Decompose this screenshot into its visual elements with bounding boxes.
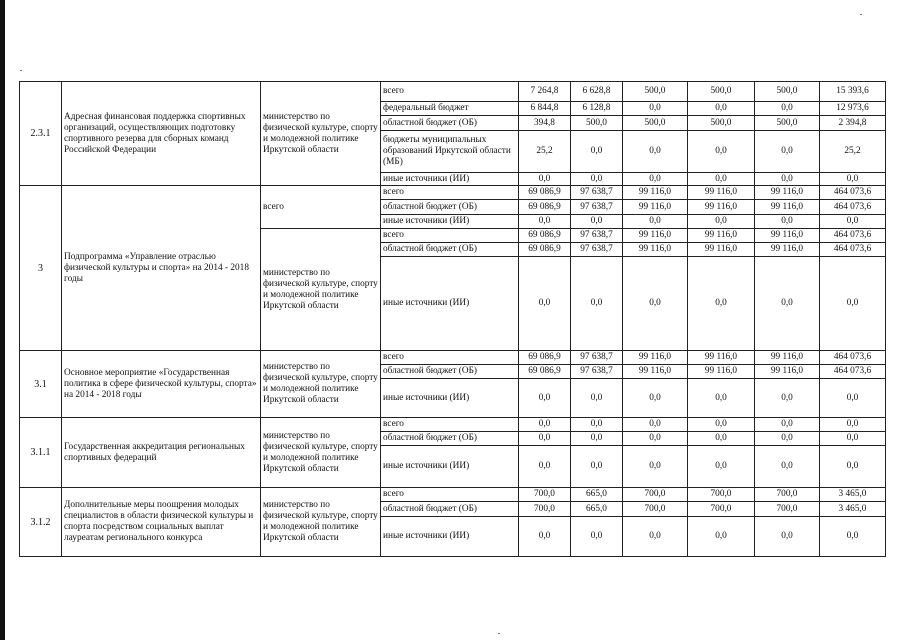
value-cell: 0,0 (820, 257, 886, 351)
value-cell: 0,0 (820, 517, 886, 557)
value-cell: 700,0 (688, 502, 755, 517)
value-cell: 97 638,7 (571, 351, 623, 365)
row-number: 3.1.2 (20, 488, 62, 557)
value-cell: 0,0 (623, 446, 688, 488)
funding-source: областной бюджет (ОБ) (381, 365, 519, 379)
value-cell: 0,0 (519, 215, 571, 229)
value-cell: 99 116,0 (623, 186, 688, 200)
value-cell: 0,0 (623, 418, 688, 432)
value-cell: 99 116,0 (755, 200, 820, 215)
value-cell: 0,0 (688, 131, 755, 173)
value-cell: 0,0 (623, 102, 688, 116)
value-cell: 0,0 (623, 257, 688, 351)
table-row (20, 82, 886, 102)
value-cell: 99 116,0 (688, 186, 755, 200)
value-cell: 99 116,0 (755, 243, 820, 257)
value-cell: 0,0 (688, 257, 755, 351)
value-cell: 0,0 (519, 418, 571, 432)
funding-source: областной бюджет (ОБ) (381, 502, 519, 517)
value-cell: 0,0 (820, 432, 886, 446)
value-cell: 464 073,6 (820, 243, 886, 257)
activity-name: Основное мероприятие «Государственная политика в сфере физической культуры, спорта» на 2014 - 2018 годы (62, 351, 261, 418)
value-cell: 0,0 (820, 173, 886, 186)
value-cell: 0,0 (688, 215, 755, 229)
funding-source: всего (381, 418, 519, 432)
value-cell: 0,0 (820, 418, 886, 432)
executor: министерство по физической культуре, спорту и молодежной политике Иркутской области (261, 418, 381, 488)
value-cell: 0,0 (519, 257, 571, 351)
value-cell: 99 116,0 (755, 229, 820, 243)
funding-source: иные источники (ИИ) (381, 379, 519, 418)
value-cell: 0,0 (755, 215, 820, 229)
value-cell: 500,0 (755, 82, 820, 102)
value-cell: 99 116,0 (688, 200, 755, 215)
value-cell: 464 073,6 (820, 200, 886, 215)
value-cell: 700,0 (623, 502, 688, 517)
value-cell: 700,0 (755, 488, 820, 502)
table-row (20, 186, 886, 200)
value-cell: 99 116,0 (755, 186, 820, 200)
value-cell: 500,0 (623, 82, 688, 102)
value-cell: 665,0 (571, 502, 623, 517)
executor: министерство по физической культуре, спорту и молодежной политике Иркутской области (261, 229, 381, 351)
funding-source: всего (381, 186, 519, 200)
funding-source: областной бюджет (ОБ) (381, 200, 519, 215)
executor-total: всего (261, 186, 381, 229)
value-cell: 464 073,6 (820, 365, 886, 379)
value-cell: 0,0 (623, 131, 688, 173)
value-cell: 0,0 (688, 517, 755, 557)
value-cell: 2 394,8 (820, 116, 886, 131)
value-cell: 500,0 (688, 116, 755, 131)
value-cell: 0,0 (519, 432, 571, 446)
scan-speck (860, 14, 862, 15)
funding-source: иные источники (ИИ) (381, 257, 519, 351)
value-cell: 97 638,7 (571, 229, 623, 243)
value-cell: 665,0 (571, 488, 623, 502)
value-cell: 0,0 (571, 257, 623, 351)
value-cell: 99 116,0 (688, 351, 755, 365)
value-cell: 99 116,0 (623, 200, 688, 215)
funding-source: всего (381, 82, 519, 102)
value-cell: 700,0 (688, 488, 755, 502)
table-row (20, 418, 886, 432)
value-cell: 0,0 (623, 215, 688, 229)
executor: министерство по физической культуре, спорту и молодежной политике Иркутской области (261, 488, 381, 557)
value-cell: 464 073,6 (820, 351, 886, 365)
value-cell: 0,0 (571, 131, 623, 173)
executor: министерство по физической культуре, спорту и молодежной политике Иркутской области (261, 351, 381, 418)
scan-speck (20, 70, 22, 71)
scan-border-bar (0, 0, 5, 640)
value-cell: 0,0 (755, 446, 820, 488)
value-cell: 0,0 (519, 517, 571, 557)
value-cell: 0,0 (571, 517, 623, 557)
value-cell: 12 973,6 (820, 102, 886, 116)
value-cell: 7 264,8 (519, 82, 571, 102)
value-cell: 6 128,8 (571, 102, 623, 116)
value-cell: 500,0 (623, 116, 688, 131)
value-cell: 69 086,9 (519, 200, 571, 215)
value-cell: 0,0 (571, 418, 623, 432)
budget-table (19, 81, 886, 557)
activity-name: Адресная финансовая поддержка спортивных организаций, осуществляющих подготовку спортивного резерва для сборных команд Российской Федерации (62, 82, 261, 186)
value-cell: 0,0 (519, 379, 571, 418)
value-cell: 0,0 (688, 102, 755, 116)
value-cell: 500,0 (755, 116, 820, 131)
funding-source: иные источники (ИИ) (381, 517, 519, 557)
value-cell: 97 638,7 (571, 186, 623, 200)
row-number: 2.3.1 (20, 82, 62, 186)
value-cell: 500,0 (571, 116, 623, 131)
value-cell: 0,0 (571, 215, 623, 229)
value-cell: 0,0 (688, 432, 755, 446)
value-cell: 700,0 (519, 488, 571, 502)
value-cell: 464 073,6 (820, 186, 886, 200)
value-cell: 0,0 (755, 257, 820, 351)
value-cell: 15 393,6 (820, 82, 886, 102)
value-cell: 97 638,7 (571, 243, 623, 257)
value-cell: 0,0 (623, 379, 688, 418)
value-cell: 700,0 (623, 488, 688, 502)
funding-source: всего (381, 351, 519, 365)
value-cell: 0,0 (755, 379, 820, 418)
value-cell: 99 116,0 (623, 243, 688, 257)
table-row (20, 488, 886, 502)
table-row (20, 351, 886, 365)
value-cell: 0,0 (688, 379, 755, 418)
value-cell: 0,0 (623, 432, 688, 446)
value-cell: 0,0 (571, 446, 623, 488)
value-cell: 99 116,0 (755, 351, 820, 365)
value-cell: 0,0 (755, 173, 820, 186)
activity-name: Дополнительные меры поощрения молодых специалистов в области физической культуры и спорта посредством социальных выплат лауреатам регионального конкурса (62, 488, 261, 557)
value-cell: 69 086,9 (519, 351, 571, 365)
value-cell: 69 086,9 (519, 243, 571, 257)
value-cell: 0,0 (755, 432, 820, 446)
value-cell: 25,2 (820, 131, 886, 173)
value-cell: 0,0 (688, 446, 755, 488)
value-cell: 0,0 (688, 173, 755, 186)
funding-source: иные источники (ИИ) (381, 173, 519, 186)
value-cell: 99 116,0 (623, 351, 688, 365)
value-cell: 69 086,9 (519, 365, 571, 379)
executor: министерство по физической культуре, спорту и молодежной политике Иркутской области (261, 82, 381, 186)
value-cell: 500,0 (688, 82, 755, 102)
funding-source: федеральный бюджет (381, 102, 519, 116)
funding-source: иные источники (ИИ) (381, 215, 519, 229)
value-cell: 0,0 (820, 446, 886, 488)
value-cell: 6 628,8 (571, 82, 623, 102)
value-cell: 0,0 (820, 379, 886, 418)
activity-name: Государственная аккредитация региональных спортивных федераций (62, 418, 261, 488)
value-cell: 6 844,8 (519, 102, 571, 116)
value-cell: 25,2 (519, 131, 571, 173)
row-number: 3.1.1 (20, 418, 62, 488)
value-cell: 0,0 (623, 173, 688, 186)
value-cell: 0,0 (820, 215, 886, 229)
value-cell: 0,0 (519, 173, 571, 186)
value-cell: 0,0 (519, 446, 571, 488)
value-cell: 3 465,0 (820, 488, 886, 502)
value-cell: 97 638,7 (571, 365, 623, 379)
funding-source: всего (381, 488, 519, 502)
value-cell: 99 116,0 (755, 365, 820, 379)
value-cell: 69 086,9 (519, 229, 571, 243)
value-cell: 700,0 (755, 502, 820, 517)
value-cell: 3 465,0 (820, 502, 886, 517)
value-cell: 0,0 (755, 102, 820, 116)
funding-source: областной бюджет (ОБ) (381, 432, 519, 446)
value-cell: 700,0 (519, 502, 571, 517)
value-cell: 0,0 (623, 517, 688, 557)
row-number: 3 (20, 186, 62, 351)
value-cell: 464 073,6 (820, 229, 886, 243)
row-number: 3.1 (20, 351, 62, 418)
value-cell: 0,0 (688, 418, 755, 432)
value-cell: 0,0 (755, 418, 820, 432)
value-cell: 97 638,7 (571, 200, 623, 215)
value-cell: 99 116,0 (623, 229, 688, 243)
value-cell: 99 116,0 (688, 365, 755, 379)
value-cell: 69 086,9 (519, 186, 571, 200)
funding-source: бюджеты муниципальных образований Иркутской области (МБ) (381, 131, 519, 173)
activity-name: Подпрограмма «Управление отраслью физической культуры и спорта» на 2014 - 2018 годы (62, 186, 261, 351)
value-cell: 99 116,0 (688, 229, 755, 243)
funding-source: областной бюджет (ОБ) (381, 116, 519, 131)
value-cell: 0,0 (571, 379, 623, 418)
value-cell: 0,0 (755, 517, 820, 557)
value-cell: 99 116,0 (623, 365, 688, 379)
value-cell: 0,0 (571, 173, 623, 186)
value-cell: 394,8 (519, 116, 571, 131)
funding-source: областной бюджет (ОБ) (381, 243, 519, 257)
value-cell: 99 116,0 (688, 243, 755, 257)
value-cell: 0,0 (571, 432, 623, 446)
value-cell: 0,0 (755, 131, 820, 173)
funding-source: иные источники (ИИ) (381, 446, 519, 488)
scan-speck (498, 633, 500, 634)
funding-source: всего (381, 229, 519, 243)
